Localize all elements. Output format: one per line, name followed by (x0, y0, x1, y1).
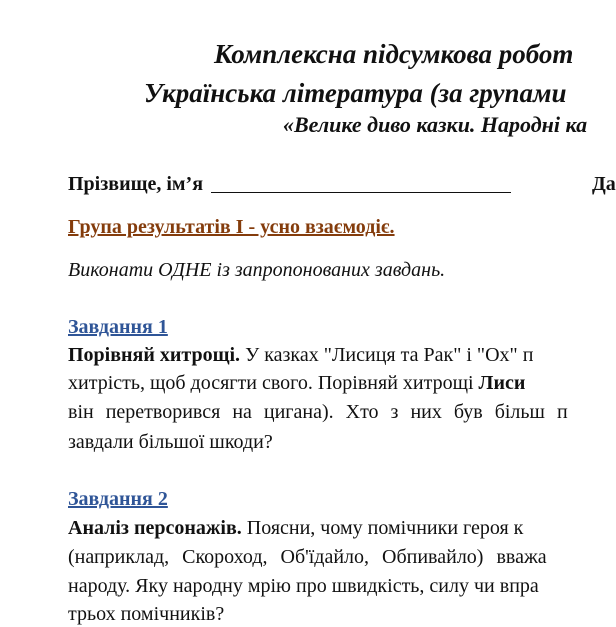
document-title-line-2: Українська література (за групами (144, 78, 567, 108)
task-2-line-3: народу. Яку народну мрію про швидкість, силу чи впра (68, 575, 539, 597)
task-2-line-1 (68, 515, 523, 541)
task-1-line-3: він перетворився на цигана). Хто з них був більш п (68, 401, 568, 423)
task-1-line-2 (68, 370, 525, 396)
date-label: Да (592, 173, 616, 195)
task-2-line-4: трьох помічників? (68, 603, 225, 625)
task-1-line-1 (68, 342, 533, 368)
instruction-text: Виконати ОДНЕ із запропонованих завдань. (68, 259, 446, 281)
group-heading: Група результатів І - усно взаємодіє. (68, 216, 395, 238)
name-underline (211, 172, 511, 193)
task-1-line-2-bold: Лиси (478, 372, 526, 394)
task-1-line-1-text: У казках "Лисиця та Рак" і "Ох" п (240, 344, 534, 366)
task-2-line-2: (наприклад, Скороход, Об'їдайло, Обпивайло) вважа (68, 546, 547, 568)
task-2-heading: Завдання 2 (68, 488, 168, 510)
task-1-heading: Завдання 1 (68, 316, 168, 338)
document-subtitle: «Велике диво казки. Народні ка (283, 112, 588, 137)
task-1-lead: Порівняй хитрощі. (68, 344, 241, 366)
task-2-line-1-text: Поясни, чому помічники героя к (241, 517, 524, 539)
document-title-line-1: Комплексна підсумкова робот (214, 39, 574, 69)
task-1-line-4: завдали більшої шкоди? (68, 431, 273, 453)
task-2-lead: Аналіз персонажів. (68, 517, 242, 539)
name-label: Прізвище, ім’я (68, 173, 204, 195)
task-1-line-2-text: хитрість, щоб досягти свого. Порівняй хитрощі (68, 372, 479, 394)
name-field-row (68, 171, 511, 197)
